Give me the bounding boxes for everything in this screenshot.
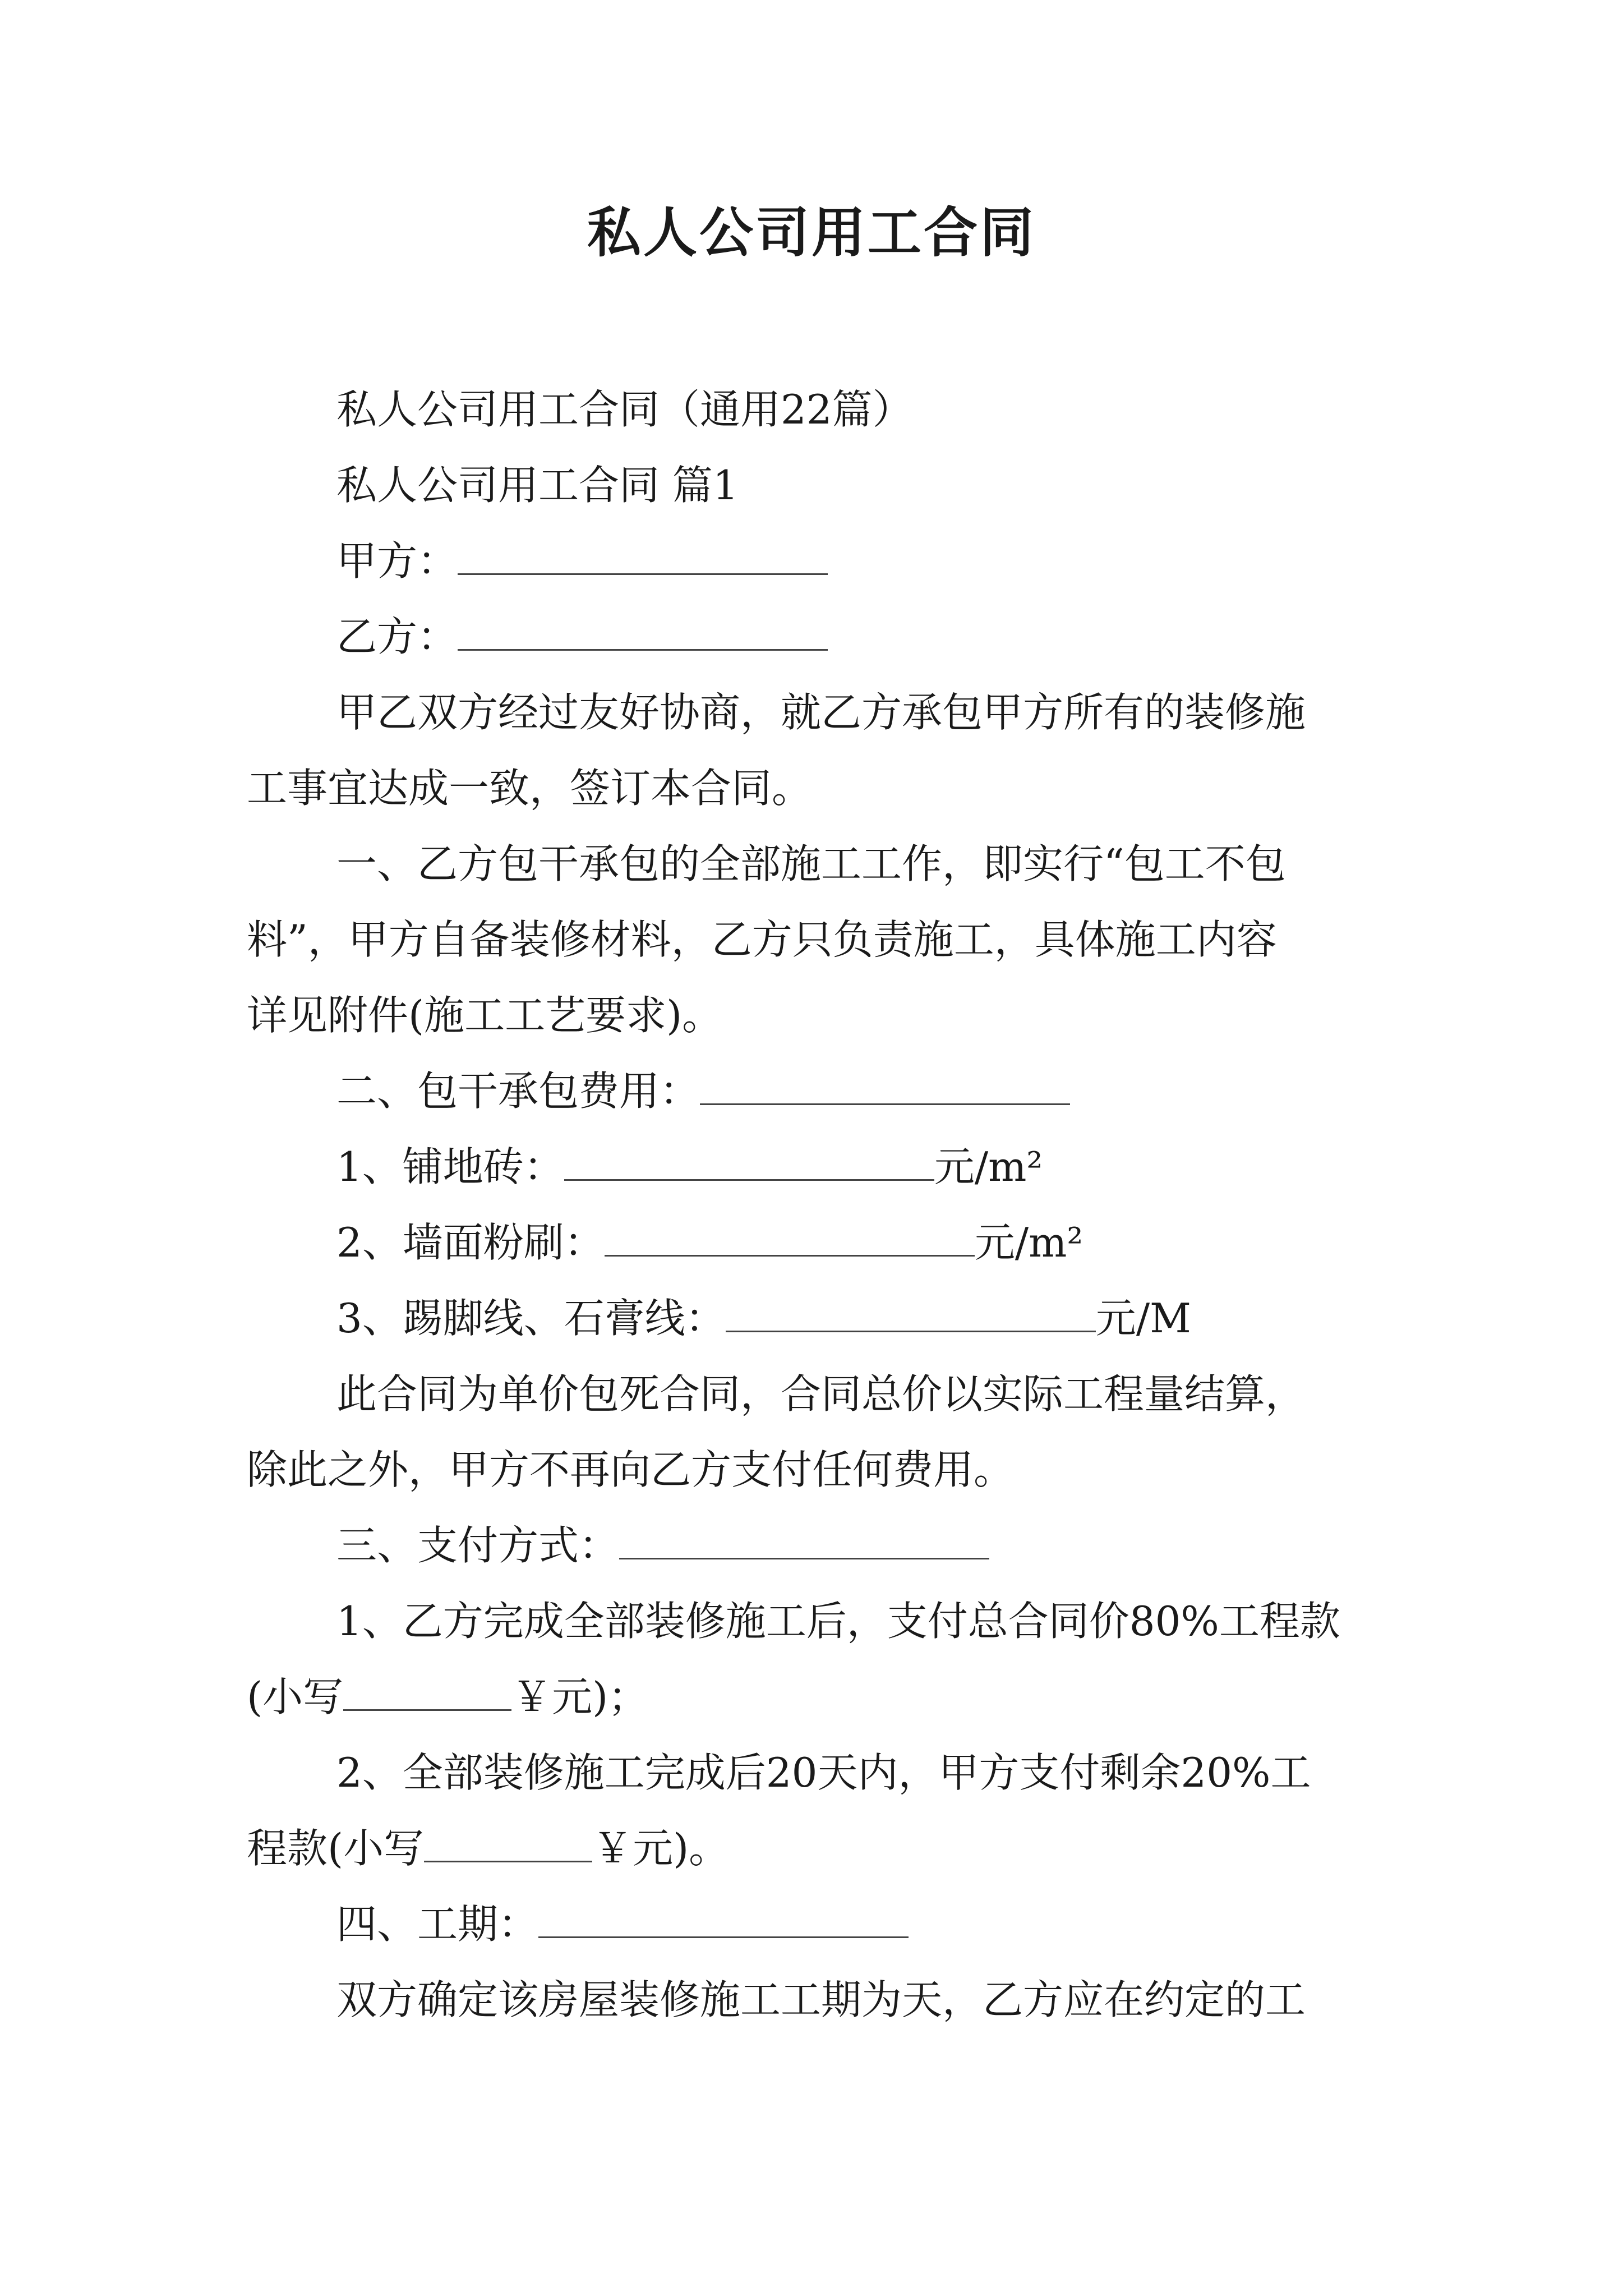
clause3-label: 三、支付方式： — [336, 1522, 620, 1569]
document-subtitle: 私人公司用工合同（通用22篇） — [336, 386, 913, 433]
clause4-label: 四、工期： — [336, 1901, 539, 1948]
pay1-suffix: ￥元)； — [511, 1673, 649, 1720]
clause4-line — [336, 1896, 1481, 1952]
clause1-line-2: 料”，甲方自备装修材料，乙方只负责施工，具体施工内容 — [247, 916, 1277, 963]
item2-label: 2、墙面粉刷： — [336, 1219, 605, 1266]
clause3-line — [336, 1517, 1481, 1573]
item1-label: 1、铺地砖： — [336, 1143, 564, 1190]
pay1-blank — [343, 1670, 511, 1711]
clause2-label: 二、包干承包费用： — [336, 1068, 700, 1115]
item2-unit: 元/m² — [974, 1219, 1083, 1266]
pay1-prefix: (小写 — [247, 1673, 344, 1720]
intro-line-1: 甲乙双方经过友好协商，就乙方承包甲方所有的装修施 — [336, 689, 1306, 736]
item1-unit: 元/m² — [934, 1143, 1043, 1190]
item3-blank — [726, 1291, 1096, 1332]
party-a-line — [336, 533, 1481, 589]
pay2-suffix: ￥元)。 — [592, 1825, 730, 1872]
clause2-line — [336, 1063, 1481, 1119]
pay2-blank — [424, 1821, 592, 1862]
item3-unit: 元/M — [1095, 1295, 1191, 1342]
price-note-line-1: 此合同为单价包死合同，合同总价以实际工程量结算， — [336, 1370, 1306, 1418]
document-title: 私人公司用工合同 — [587, 201, 1036, 264]
pay1-line-1: 1、乙方完成全部装修施工后，支付总合同价80%工程款 — [336, 1598, 1340, 1645]
intro-line-2: 工事宜达成一致，签订本合同。 — [247, 765, 813, 812]
clause1-line-3: 详见附件(施工工艺要求)。 — [247, 992, 723, 1039]
period-line: 双方确定该房屋装修施工工期为天，乙方应在约定的工 — [336, 1976, 1306, 2023]
item2-blank — [605, 1216, 975, 1257]
item1-blank — [564, 1140, 934, 1181]
item3-label: 3、踢脚线、石膏线： — [336, 1295, 726, 1342]
item1-line — [336, 1139, 1481, 1195]
party-a-label: 甲方： — [336, 537, 458, 585]
pay2-prefix: 程款(小写 — [247, 1825, 425, 1872]
price-note-line-2: 除此之外，甲方不再向乙方支付任何费用。 — [247, 1446, 1015, 1493]
item2-line — [336, 1214, 1481, 1271]
article-heading: 私人公司用工合同 篇1 — [336, 462, 739, 509]
party-a-blank — [458, 534, 828, 575]
clause4-blank — [538, 1897, 909, 1938]
item3-line — [336, 1290, 1481, 1346]
party-b-blank — [458, 610, 828, 651]
clause3-blank — [619, 1519, 989, 1559]
party-b-line — [336, 609, 1481, 665]
pay2-line-1: 2、全部装修施工完成后20天内，甲方支付剩余20%工 — [336, 1749, 1311, 1796]
clause1-line-1: 一、乙方包干承包的全部施工工作，即实行“包工不包 — [336, 840, 1286, 887]
pay2-line-2 — [247, 1820, 1391, 1876]
clause2-blank — [700, 1064, 1070, 1105]
party-b-label: 乙方： — [336, 613, 458, 660]
pay1-line-2 — [247, 1669, 1391, 1725]
